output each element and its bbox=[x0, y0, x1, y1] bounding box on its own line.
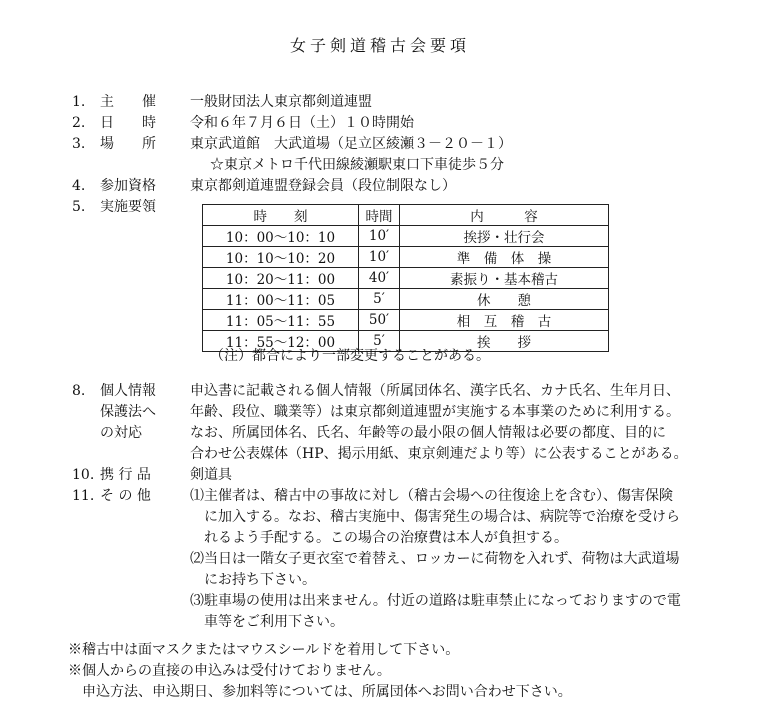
item-label: 参加資格 bbox=[100, 178, 156, 194]
other-text-line: にお持ち下さい。 bbox=[190, 572, 316, 588]
footer-note: 申込方法、申込期日、参加料等については、所属団体へお問い合わせ下さい。 bbox=[68, 684, 572, 700]
cell-content: 休 憩 bbox=[400, 289, 609, 310]
cell-duration: 10′ bbox=[359, 226, 400, 247]
item-number: 10. bbox=[72, 467, 95, 483]
other-text-line: ⑶駐車場の使用は出来ません。付近の道路は駐車禁止になっておりますので電 bbox=[190, 593, 681, 609]
privacy-text-line: なお、所属団体名、氏名、年齢等の最小限の個人情報は必要の都度、目的に bbox=[190, 425, 666, 441]
item-number: 4. bbox=[72, 178, 86, 194]
privacy-label-line: 個人情報 bbox=[100, 383, 156, 399]
item-number: 8. bbox=[72, 383, 86, 399]
cell-time: 10：20〜11：00 bbox=[203, 268, 359, 289]
footer-note: ※稽古中は面マスクまたはマウスシールドを着用して下さい。 bbox=[68, 642, 460, 658]
cell-time: 11：55〜12：00 bbox=[203, 331, 359, 352]
header-duration: 時間 bbox=[359, 205, 400, 226]
cell-duration: 10′ bbox=[359, 247, 400, 268]
other-text-line: ⑵当日は一階女子更衣室で着替え、ロッカーに荷物を入れず、荷物は大武道場 bbox=[190, 551, 680, 567]
cell-time: 11：00〜11：05 bbox=[203, 289, 359, 310]
venue-access-note: ☆東京メトロ千代田線綾瀬駅東口下車徒歩５分 bbox=[210, 157, 504, 173]
item-value: 東京武道館 大武道場（足立区綾瀬３－２０－１） bbox=[190, 136, 512, 152]
item-value: 令和６年７月６日（土）１０時開始 bbox=[190, 115, 414, 131]
item-value: 剣道具 bbox=[190, 467, 232, 483]
cell-content: 挨拶・壮行会 bbox=[400, 226, 609, 247]
cell-duration: 5′ bbox=[359, 331, 400, 352]
item-label: そ の 他 bbox=[100, 488, 151, 504]
item-number: 2. bbox=[72, 115, 86, 131]
schedule-table bbox=[202, 204, 609, 352]
item-label: 携 行 品 bbox=[100, 467, 151, 483]
item-number: 11. bbox=[72, 488, 95, 504]
cell-duration: 50′ bbox=[359, 310, 400, 331]
header-content: 内 容 bbox=[400, 205, 609, 226]
cell-content: 相 互 稽 古 bbox=[400, 310, 609, 331]
item-label: 主 催 bbox=[100, 94, 156, 110]
privacy-label-line: 保護法へ bbox=[100, 404, 156, 420]
cell-time: 10：10〜10：20 bbox=[203, 247, 359, 268]
cell-time: 11：05〜11：55 bbox=[203, 310, 359, 331]
privacy-text-line: 年齢、段位、職業等）は東京都剣道連盟が実施する本事業のために利用する。 bbox=[190, 404, 680, 420]
privacy-text-line: 申込書に記載される個人情報（所属団体名、漢字氏名、カナ氏名、生年月日、 bbox=[190, 383, 680, 399]
cell-content: 準 備 体 操 bbox=[400, 247, 609, 268]
cell-content: 素振り・基本稽古 bbox=[400, 268, 609, 289]
cell-time: 10：00〜10：10 bbox=[203, 226, 359, 247]
table-row bbox=[203, 310, 609, 331]
footer-note: ※個人からの直接の申込みは受付けておりません。 bbox=[68, 663, 391, 679]
document-title: 女子剣道稽古会要項 bbox=[289, 36, 470, 55]
item-value: 一般財団法人東京都剣道連盟 bbox=[190, 94, 372, 110]
privacy-label-line: の対応 bbox=[100, 425, 142, 441]
other-text-line: 車等をご利用下さい。 bbox=[190, 614, 344, 630]
cell-content: 挨 拶 bbox=[400, 331, 609, 352]
table-header-row bbox=[203, 205, 609, 226]
item-number: 5. bbox=[72, 199, 86, 215]
privacy-text-line: 合わせ公表媒体（HP、掲示用紙、東京剣連だより等）に公表することがある。 bbox=[190, 446, 688, 462]
other-text-line: に加入する。なお、稽古実施中、傷害発生の場合は、病院等で治療を受けら bbox=[190, 509, 680, 525]
table-row bbox=[203, 289, 609, 310]
item-label: 日 時 bbox=[100, 115, 156, 131]
schedule-note: （注）都合により一部変更することがある。 bbox=[210, 348, 490, 364]
table-row bbox=[203, 268, 609, 289]
item-value: 東京都剣道連盟登録会員（段位制限なし） bbox=[190, 178, 456, 194]
item-label: 場 所 bbox=[100, 136, 156, 152]
item-number: 3. bbox=[72, 136, 86, 152]
cell-duration: 5′ bbox=[359, 289, 400, 310]
cell-duration: 40′ bbox=[359, 268, 400, 289]
item-number: 1. bbox=[72, 94, 86, 110]
header-time: 時 刻 bbox=[203, 205, 359, 226]
item-label: 実施要領 bbox=[100, 199, 156, 215]
other-text-line: ⑴主催者は、稽古中の事故に対し（稽古会場への往復途上を含む）、傷害保険 bbox=[190, 488, 673, 504]
other-text-line: れるよう手配する。この場合の治療費は本人が負担する。 bbox=[190, 530, 568, 546]
table-row bbox=[203, 247, 609, 268]
table-row bbox=[203, 226, 609, 247]
